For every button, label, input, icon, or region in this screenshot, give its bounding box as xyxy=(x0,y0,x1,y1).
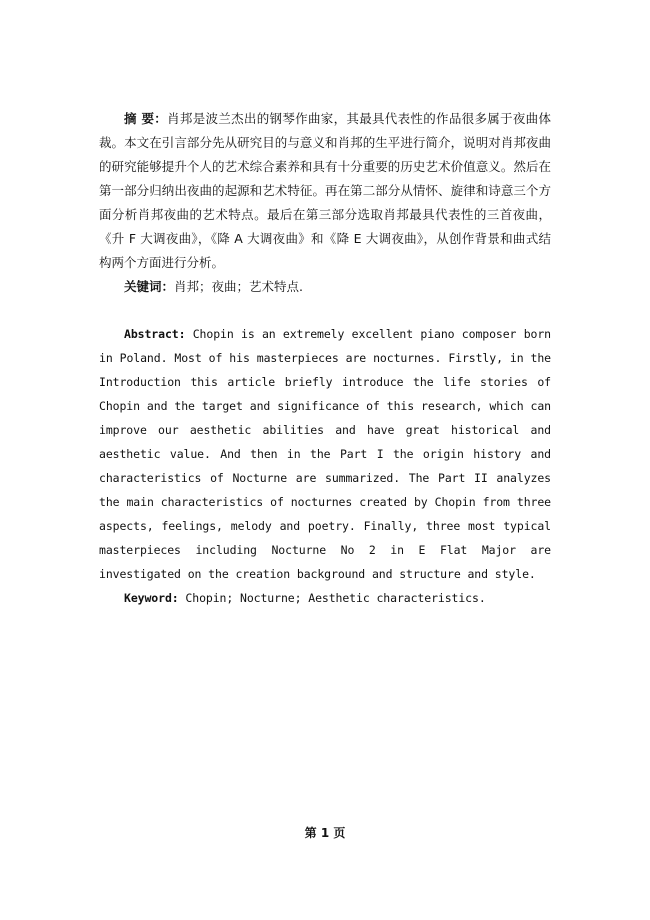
chinese-abstract xyxy=(99,107,551,275)
english-abstract-section xyxy=(99,322,551,610)
english-keywords xyxy=(99,586,551,610)
english-keywords-text: Chopin; Nocturne; Aesthetic characteristics. xyxy=(178,591,486,605)
chinese-keywords-label: 关键词： xyxy=(124,279,175,294)
english-abstract xyxy=(99,322,551,586)
english-keywords-label: Keyword: xyxy=(124,591,179,605)
page-number: 第 1 页 xyxy=(304,826,346,840)
english-abstract-label: Abstract: xyxy=(124,327,186,341)
chinese-abstract-label: 摘 要： xyxy=(124,111,168,126)
chinese-keywords xyxy=(99,275,551,299)
english-abstract-text: Chopin is an extremely excellent piano composer born in Poland. Most of his masterpieces are nocturnes. Firstly, in the Introduction this article briefly introduce the life stories of Chopin and the target and significance of this research, which can improve our aesthetic abilities and have great historical and aesthetic value. And then in the Part I the origin history and characteristics of Nocturne are summarized. The Part II analyzes the main characteristics of nocturnes created by Chopin from three aspects, feelings, melody and poetry. Finally, three most typical masterpieces including Nocturne No 2 in E Flat Major are investigated on the creation background and structure and style. xyxy=(99,327,551,581)
chinese-keywords-text: 肖邦；夜曲；艺术特点. xyxy=(174,279,303,294)
chinese-abstract-section xyxy=(99,107,551,299)
chinese-abstract-text: 肖邦是波兰杰出的钢琴作曲家，其最具代表性的作品很多属于夜曲体裁。本文在引言部分先从研究目的与意义和肖邦的生平进行简介，说明对肖邦夜曲的研究能够提升个人的艺术综合素养和具有十分重要的历史艺术价值意义。然后在第一部分归纳出夜曲的起源和艺术特征。再在第二部分从情怀、旋律和诗意三个方面分析肖邦夜曲的艺术特点。最后在第三部分选取肖邦最具代表性的三首夜曲，《升 F 大调夜曲》，《降 A 大调夜曲》和《降 E 大调夜曲》，从创作背景和曲式结构两个方面进行分析。 xyxy=(99,111,551,270)
